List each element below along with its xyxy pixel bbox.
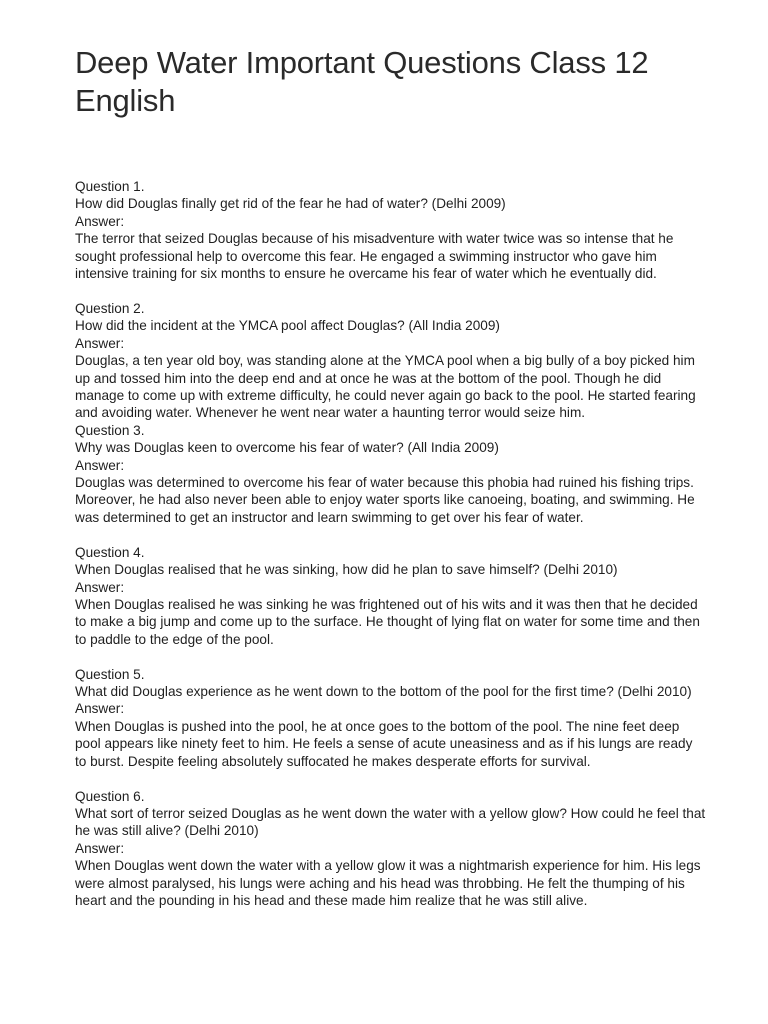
question-text: How did the incident at the YMCA pool affect Douglas? (All India 2009) [75, 318, 500, 334]
answer-text: When Douglas went down the water with a yellow glow it was a nightmarish experience for him. His legs were almost paralysed, his lungs were aching and his head was throbbing. He felt the thumping of his heart and the pounding in his head and these made him realize that he was still alive. [75, 858, 701, 909]
document-page [75, 44, 707, 927]
answer-text: When Douglas is pushed into the pool, he at once goes to the bottom of the pool. The nine feet deep pool appears like ninety feet to him. He feels a sense of acute uneasiness and as if his lungs are ready to burst. Despite feeling absolutely suffocated he makes desperate efforts for survival. [75, 718, 693, 769]
answer-text: Douglas was determined to overcome his fear of water because this phobia had ruined his fishing trips. Moreover, he had also never been able to enjoy water sports like canoeing, boating, and swimming. He was determined to get an instructor and learn swimming to get over his fear of water. [75, 475, 695, 525]
question-text: What did Douglas experience as he went down to the bottom of the pool for the first time? (Delhi 2010) [75, 684, 692, 700]
answer-text: The terror that seized Douglas because of his misadventure with water twice was so intense that he sought professional help to overcome this fear. He engaged a swimming instructor who gave him intensive training for six months to ensure he overcame his fear of water which he eventually did. [75, 231, 674, 282]
question-label: Question 5. [75, 666, 145, 682]
question-text: How did Douglas finally get rid of the fear he had of water? (Delhi 2009) [75, 196, 506, 212]
question-label: Question 6. [75, 788, 145, 804]
qa-item-3 [75, 422, 707, 526]
answer-label: Answer: [75, 579, 125, 595]
qa-item-2 [75, 300, 707, 422]
answer-label: Answer: [75, 701, 125, 717]
answer-label: Answer: [75, 457, 125, 473]
qa-item-1 [75, 178, 707, 282]
qa-item-6 [75, 788, 707, 910]
question-label: Question 4. [75, 544, 145, 560]
question-label: Question 3. [75, 422, 145, 438]
answer-label: Answer: [75, 840, 125, 856]
question-text: What sort of terror seized Douglas as he went down the water with a yellow glow? How could he feel that he was still alive? (Delhi 2010) [75, 806, 706, 839]
answer-text: When Douglas realised he was sinking he was frightened out of his wits and it was then that he decided to make a big jump and come up to the surface. He thought of lying flat on water for some time and then to paddle to the edge of the pool. [75, 596, 700, 647]
question-list [75, 178, 707, 909]
question-text: When Douglas realised that he was sinking, how did he plan to save himself? (Delhi 2010) [75, 562, 618, 578]
question-label: Question 1. [75, 179, 145, 194]
page-title: Deep Water Important Questions Class 12 English [75, 45, 649, 118]
qa-item-5 [75, 666, 707, 770]
answer-label: Answer: [75, 213, 125, 229]
question-label: Question 2. [75, 300, 145, 316]
answer-label: Answer: [75, 335, 125, 351]
qa-item-4 [75, 544, 707, 648]
question-text: Why was Douglas keen to overcome his fear of water? (All India 2009) [75, 440, 499, 456]
answer-text: Douglas, a ten year old boy, was standing alone at the YMCA pool when a big bully of a boy picked him up and tossed him into the deep end and at once he was at the bottom of the pool. Though he did manage to come up with extreme difficulty, he could never again go back to the pool. He started fearing and avoiding water. Whenever he went near water a haunting terror would seize him. [75, 353, 696, 421]
